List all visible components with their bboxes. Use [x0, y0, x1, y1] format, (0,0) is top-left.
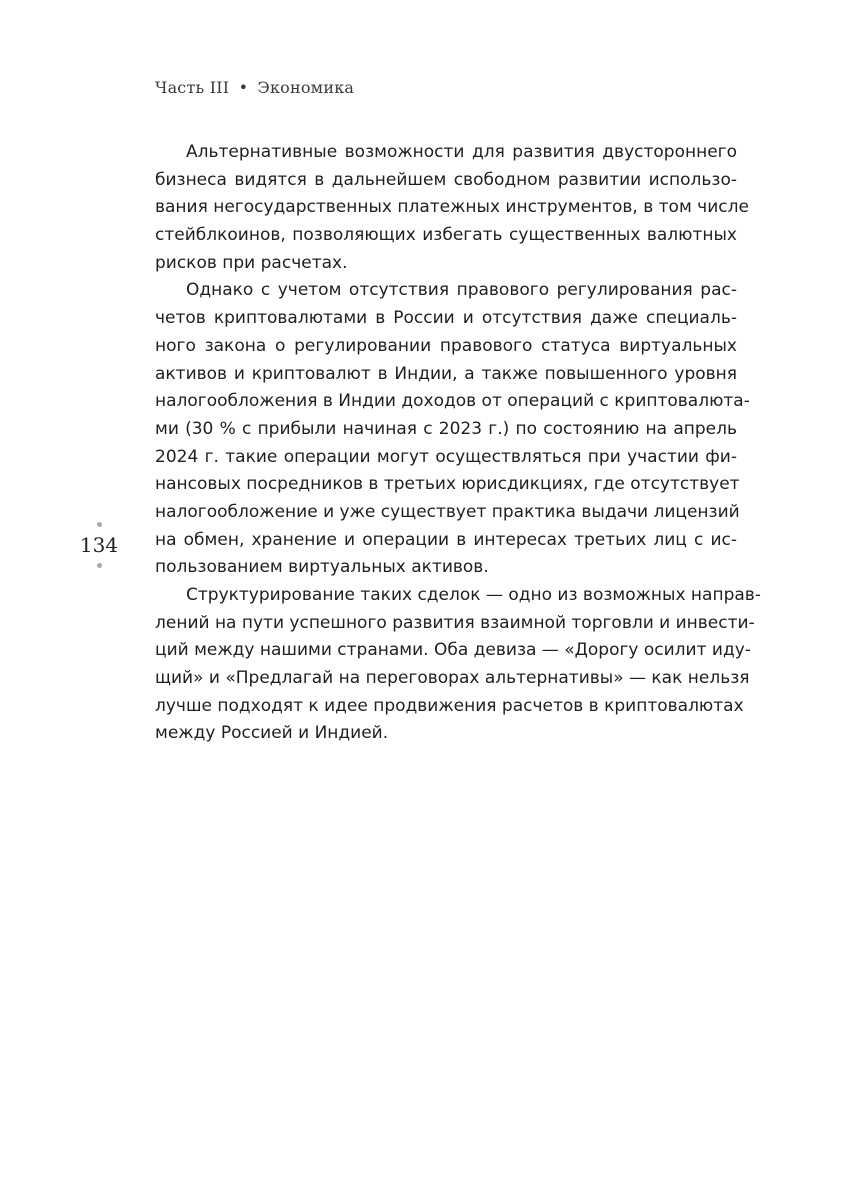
paragraph-line: налогообложение и уже существует практика выдачи лицензий — [155, 501, 740, 522]
paragraph-line: ми (30 % с прибыли начиная с 2023 г.) по состоянию на апрель — [155, 418, 737, 439]
paragraph-line: бизнеса видятся в дальнейшем свободном развитии использо- — [155, 169, 737, 190]
paragraph-line: между Россией и Индией. — [155, 723, 389, 744]
paragraph-line: лучше подходят к идее продвижения расчетов в криптовалютах — [155, 695, 744, 716]
page-number: 134 — [79, 533, 119, 557]
body-text — [155, 139, 761, 748]
paragraph-line: рисков при расчетах. — [155, 252, 348, 273]
paragraph-line: пользованием виртуальных активов. — [155, 557, 489, 578]
paragraph — [155, 277, 750, 582]
folio-dot-top — [97, 522, 102, 527]
running-head-part: Часть III — [155, 78, 230, 97]
paragraph-line: нансовых посредников в третьих юрисдикциях, где отсутствует — [155, 474, 740, 495]
paragraph-line: Структурирование таких сделок — одно из возможных направ- — [186, 585, 761, 605]
paragraph-line: на обмен, хранение и операции в интересах третьих лиц с ис- — [155, 529, 737, 550]
paragraph-line: вания негосударственных платежных инструментов, в том числе — [155, 197, 749, 218]
folio-dot-bottom — [97, 563, 102, 568]
paragraph-line: лений на пути успешного развития взаимной торговли и инвести- — [155, 612, 755, 633]
paragraph-line: Однако с учетом отсутствия правового регулирования рас- — [186, 280, 737, 301]
running-head-separator: • — [238, 78, 249, 97]
paragraph — [155, 582, 761, 748]
paragraph-line: стейблкоинов, позволяющих избегать существенных валютных — [155, 225, 737, 246]
page-folio — [62, 522, 136, 568]
paragraph-line: активов и криптовалют в Индии, а также повышенного уровня — [155, 363, 737, 384]
running-head — [155, 78, 354, 97]
paragraph-line: ного закона о регулировании правового статуса виртуальных — [155, 335, 737, 356]
paragraph-line: четов криптовалютами в России и отсутствия даже специаль- — [155, 308, 737, 329]
paragraph-line: Альтернативные возможности для развития двустороннего — [186, 142, 737, 162]
running-head-section: Экономика — [257, 78, 355, 97]
paragraph-line: налогообложения в Индии доходов от операций с криптовалюта- — [155, 391, 750, 412]
paragraph-line: ций между нашими странами. Оба девиза — «Дорогу осилит иду- — [155, 640, 751, 661]
paragraph-line: 2024 г. такие операции могут осуществляться при участии фи- — [155, 446, 737, 467]
paragraph-line: щий» и «Предлагай на переговорах альтернативы» — как нельзя — [155, 668, 750, 689]
paragraph — [155, 139, 749, 277]
